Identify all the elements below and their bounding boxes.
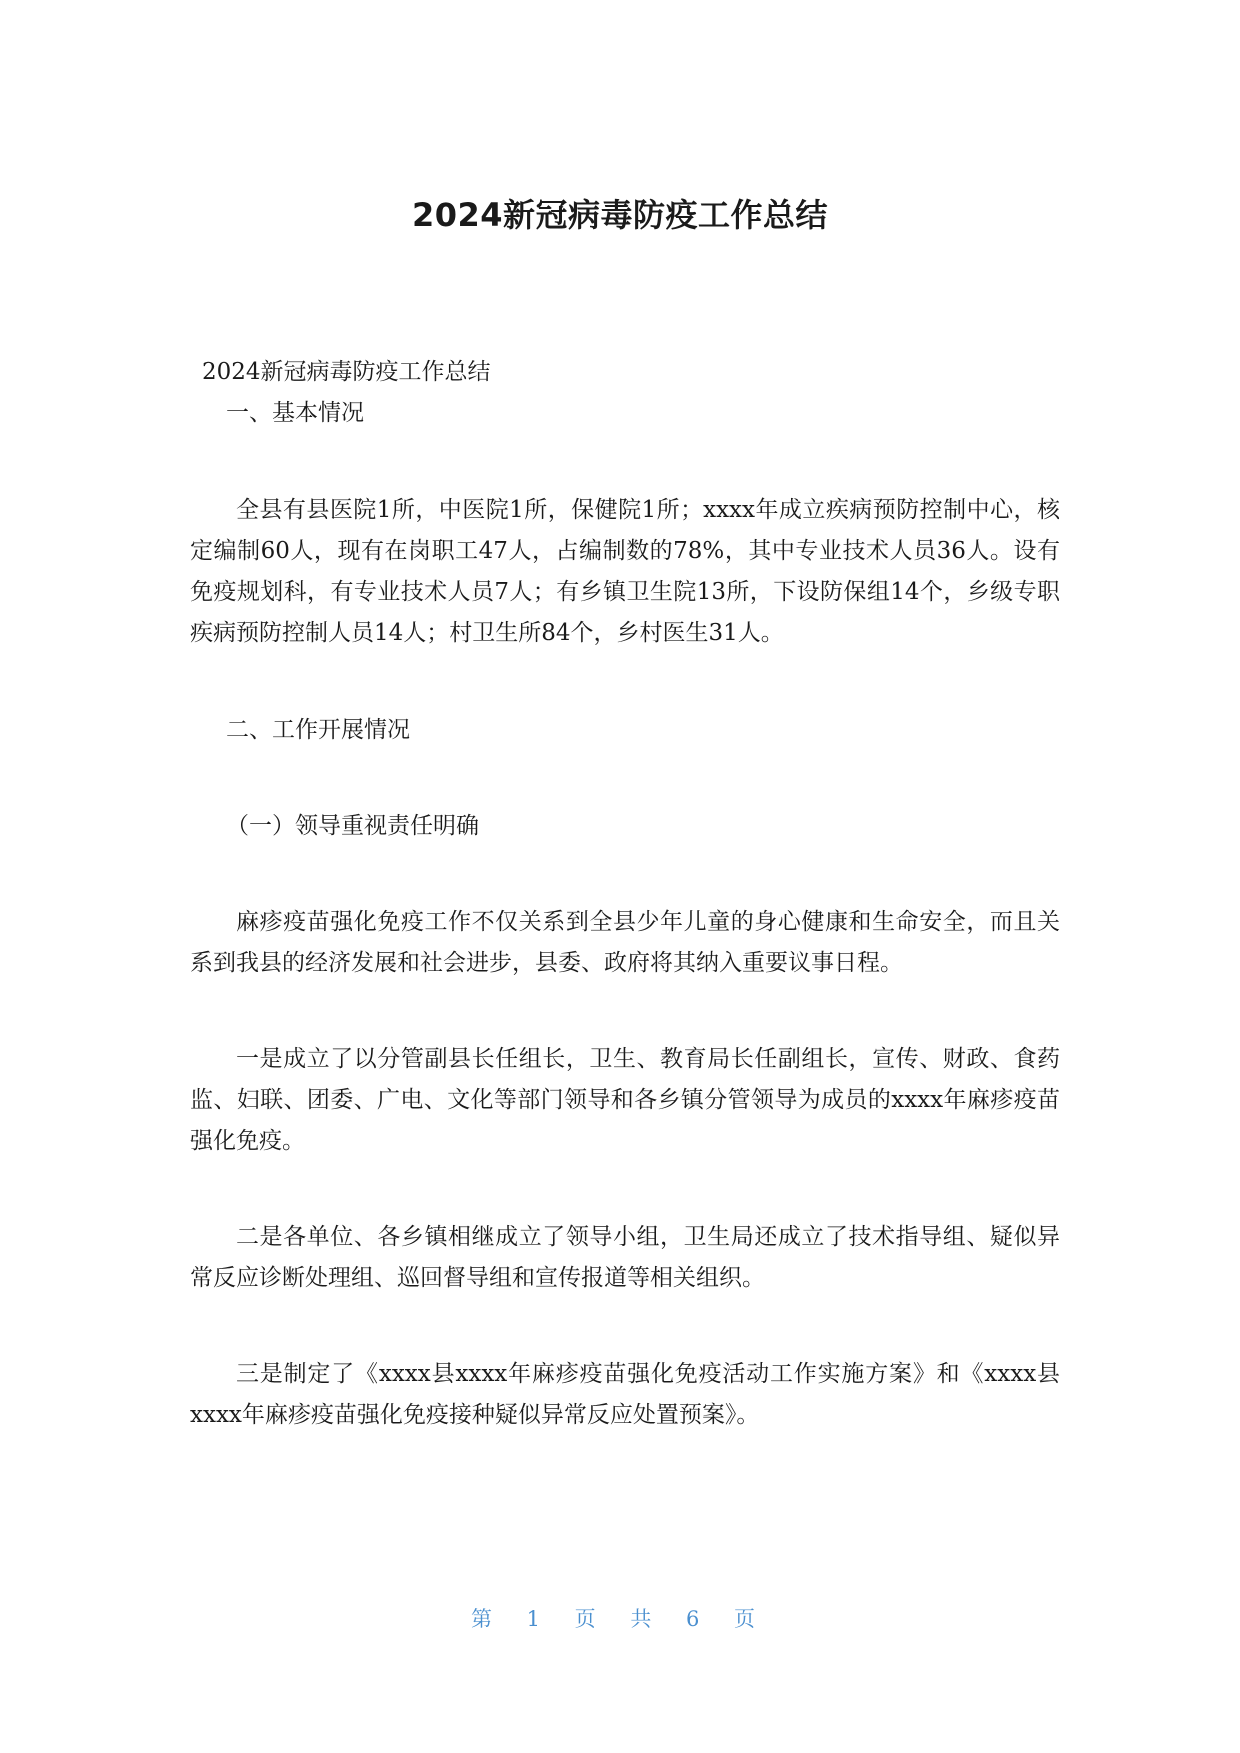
document-subtitle: 2024新冠病毒防疫工作总结: [202, 359, 491, 385]
paragraph-importance: 麻疹疫苗强化免疫工作不仅关系到全县少年儿童的身心健康和生命安全，而且关系到我县的经济发展和社会进步，县委、政府将其纳入重要议事日程。: [190, 909, 1060, 976]
paragraph-point-one: 一是成立了以分管副县长任组长，卫生、教育局长任副组长，宣传、财政、食药监、妇联、团委、广电、文化等部门领导和各乡镇分管领导为成员的xxxx年麻疹疫苗强化免疫。: [190, 1046, 1060, 1154]
section-heading-leadership: （一）领导重视责任明确: [226, 813, 479, 839]
section-heading-basic: 一、基本情况: [226, 400, 364, 426]
paragraph-point-three: 三是制定了《xxxx县xxxx年麻疹疫苗强化免疫活动工作实施方案》和《xxxx县xxxx年麻疹疫苗强化免疫接种疑似异常反应处置预案》。: [190, 1361, 1060, 1428]
document-title: 2024新冠病毒防疫工作总结: [411, 196, 829, 234]
section-heading-work: 二、工作开展情况: [226, 717, 410, 743]
document-body: [190, 352, 1060, 1436]
page-number-footer: 第 1 页 共 6 页: [470, 1607, 770, 1631]
paragraph-point-two: 二是各单位、各乡镇相继成立了领导小组，卫生局还成立了技术指导组、疑似异常反应诊断处理组、巡回督导组和宣传报道等相关组织。: [190, 1224, 1060, 1291]
paragraph-basic-info: 全县有县医院1所，中医院1所，保健院1所；xxxx年成立疾病预防控制中心，核定编制60人，现有在岗职工47人，占编制数的78%，其中专业技术人员36人。设有免疫规划科，有专业技术人员7人；有乡镇卫生院13所，下设防保组14个，乡级专职疾病预防控制人员14人；村卫生所84个，乡村医生31人。: [190, 497, 1060, 646]
